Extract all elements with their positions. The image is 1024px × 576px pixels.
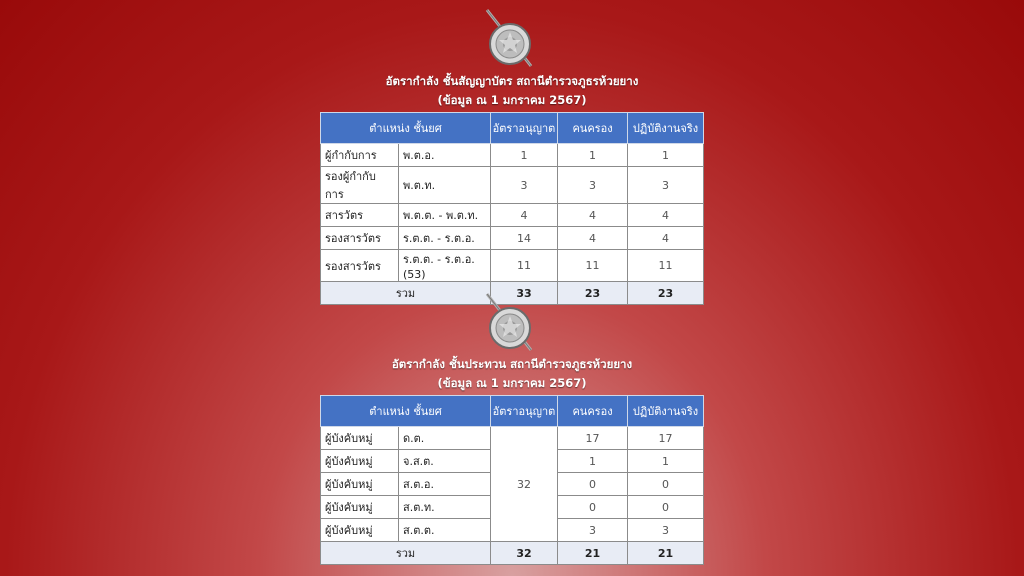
cell-rank: ส.ต.ท. (399, 496, 491, 519)
total-actual: 23 (628, 282, 704, 305)
cell-authorized: 4 (491, 204, 558, 227)
cell-occupied: 0 (558, 496, 628, 519)
table-header-row (321, 113, 704, 144)
header-position: ตำแหน่ง ชั้นยศ (321, 113, 491, 144)
header-actual: ปฏิบัติงานจริง (628, 396, 704, 427)
table2-title: อัตรากำลัง ชั้นประทวน สถานีตำรวจภูธรห้วยยาง (391, 357, 633, 371)
cell-rank: ร.ต.ต. - ร.ต.อ. (399, 227, 491, 250)
cell-position: ผู้บังคับหมู่ (321, 427, 399, 450)
cell-authorized: 14 (491, 227, 558, 250)
header-position: ตำแหน่ง ชั้นยศ (321, 396, 491, 427)
cell-occupied: 4 (558, 227, 628, 250)
cell-rank: ส.ต.อ. (399, 473, 491, 496)
cell-position: ผู้บังคับหมู่ (321, 496, 399, 519)
cell-position: รองสารวัตร (321, 250, 399, 282)
header-occupied: คนครอง (558, 396, 628, 427)
table-row (321, 167, 704, 204)
total-authorized: 33 (491, 282, 558, 305)
table2-nco (320, 395, 704, 565)
cell-authorized-merged: 32 (491, 427, 558, 542)
cell-actual: 0 (628, 473, 704, 496)
cell-position: ผู้บังคับหมู่ (321, 473, 399, 496)
table2-subtitle: (ข้อมูล ณ 1 มกราคม 2567) (437, 376, 587, 390)
cell-authorized: 1 (491, 144, 558, 167)
cell-occupied: 3 (558, 519, 628, 542)
cell-actual: 17 (628, 427, 704, 450)
total-occupied: 21 (558, 542, 628, 565)
cell-position: รองสารวัตร (321, 227, 399, 250)
cell-actual: 1 (628, 450, 704, 473)
table1-officers (320, 112, 704, 305)
cell-authorized: 11 (491, 250, 558, 282)
table-row (321, 250, 704, 282)
cell-rank: พ.ต.อ. (399, 144, 491, 167)
cell-rank: ร.ต.ต. - ร.ต.อ. (53) (399, 250, 491, 282)
table-total-row (321, 542, 704, 565)
cell-position: ผู้กำกับการ (321, 144, 399, 167)
cell-position: ผู้บังคับหมู่ (321, 519, 399, 542)
table1-subtitle: (ข้อมูล ณ 1 มกราคม 2567) (437, 93, 587, 107)
table-row (321, 427, 704, 450)
cell-occupied: 3 (558, 167, 628, 204)
police-emblem-icon (481, 292, 539, 354)
total-occupied: 23 (558, 282, 628, 305)
header-authorized: อัตราอนุญาต (491, 396, 558, 427)
cell-actual: 3 (628, 519, 704, 542)
cell-rank: ด.ต. (399, 427, 491, 450)
cell-actual: 1 (628, 144, 704, 167)
cell-occupied: 0 (558, 473, 628, 496)
cell-position: สารวัตร (321, 204, 399, 227)
table-row (321, 144, 704, 167)
cell-rank: พ.ต.ท. (399, 167, 491, 204)
cell-actual: 4 (628, 204, 704, 227)
cell-rank: พ.ต.ต. - พ.ต.ท. (399, 204, 491, 227)
cell-authorized: 3 (491, 167, 558, 204)
header-occupied: คนครอง (558, 113, 628, 144)
cell-actual: 3 (628, 167, 704, 204)
table-header-row (321, 396, 704, 427)
cell-occupied: 1 (558, 450, 628, 473)
cell-actual: 4 (628, 227, 704, 250)
cell-occupied: 1 (558, 144, 628, 167)
cell-position: รองผู้กำกับการ (321, 167, 399, 204)
table1-title: อัตรากำลัง ชั้นสัญญาบัตร สถานีตำรวจภูธรห้วยยาง (385, 74, 639, 88)
total-actual: 21 (628, 542, 704, 565)
total-authorized: 32 (491, 542, 558, 565)
cell-actual: 11 (628, 250, 704, 282)
cell-position: ผู้บังคับหมู่ (321, 450, 399, 473)
cell-actual: 0 (628, 496, 704, 519)
header-authorized: อัตราอนุญาต (491, 113, 558, 144)
total-label: รวม (321, 282, 491, 305)
cell-rank: จ.ส.ต. (399, 450, 491, 473)
header-actual: ปฏิบัติงานจริง (628, 113, 704, 144)
table-row (321, 204, 704, 227)
police-emblem-icon (481, 8, 539, 70)
total-label: รวม (321, 542, 491, 565)
cell-occupied: 11 (558, 250, 628, 282)
cell-occupied: 4 (558, 204, 628, 227)
table-row (321, 227, 704, 250)
cell-rank: ส.ต.ต. (399, 519, 491, 542)
cell-occupied: 17 (558, 427, 628, 450)
